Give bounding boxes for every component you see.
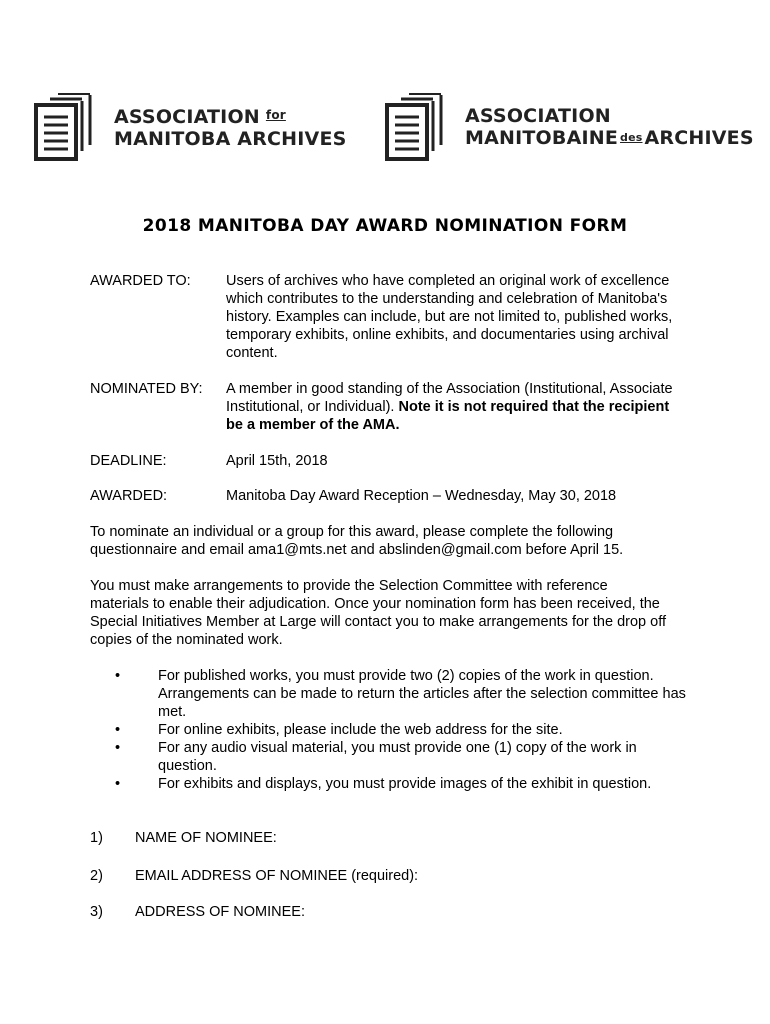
awarded-to-value: Users of archives who have completed an original work of excellence which contributes to the understanding and celebration of Manitoba's history. Examples can include, but are not limited to, published works, temporary exhibits, online exhibits, and documentaries using archival content. [226, 273, 673, 361]
awarded-to-row [90, 272, 680, 362]
nominated-by-note: Note it is not required that the recipient be a member of the AMA. [226, 399, 670, 433]
logo-line-1: ASSOCIATION [465, 105, 611, 127]
question-email-of-nominee [90, 867, 418, 885]
deadline-label: DEADLINE: [90, 453, 167, 469]
nominated-by-text: A member in good standing of the Association (Institutional, Associate Institutional, or Individual). [226, 381, 673, 415]
list-item [90, 721, 690, 739]
logo-association-manitoba-archives [34, 92, 347, 162]
question-text: EMAIL ADDRESS OF NOMINEE (required): [135, 868, 419, 884]
question-number: 2) [90, 868, 103, 884]
page-title: 2018 MANITOBA DAY AWARD NOMINATION FORM [142, 216, 628, 236]
list-item-text: For any audio visual material, you must provide one (1) copy of the work in question. [158, 740, 637, 774]
question-address-of-nominee [90, 903, 305, 921]
logo-line-2: MANITOBA ARCHIVES [114, 128, 347, 150]
awarded-row [90, 487, 680, 505]
deadline-row [90, 452, 680, 470]
list-item-text: For exhibits and displays, you must provide images of the exhibit in question. [158, 776, 652, 792]
list-item [90, 739, 690, 775]
question-name-of-nominee [90, 829, 277, 847]
logo-wordmark [465, 105, 754, 149]
logo-association-manitobaine-archives [385, 92, 754, 162]
list-item-text: For online exhibits, please include the web address for the site. [158, 722, 563, 738]
logo-for: for [265, 108, 286, 122]
list-item [90, 775, 690, 793]
question-number: 3) [90, 904, 103, 920]
question-text: NAME OF NOMINEE: [135, 830, 277, 846]
list-item [90, 667, 690, 721]
instructions-paragraph: To nominate an individual or a group for this award, please complete the following questionnaire and email ama1@mts.net and abslinden@gmail.com before April 15. [90, 524, 624, 558]
arrangements-paragraph: You must make arrangements to provide the Selection Committee with reference materials to enable their adjudication. Once your nomination form has been received, the Special Initiatives Member at Large will contact you to make arrangements for the drop off copies of the nominated work. [90, 578, 666, 648]
nominated-by-label: NOMINATED BY: [90, 381, 203, 397]
logo-wordmark [114, 104, 347, 150]
bullet-icon: • [115, 722, 121, 738]
logo-line-1: ASSOCIATION [114, 106, 260, 128]
logo-des: des [620, 131, 643, 144]
deadline-value: April 15th, 2018 [226, 453, 328, 469]
logo-line-2b: ARCHIVES [644, 127, 754, 149]
bullet-icon: • [115, 668, 121, 684]
awarded-value: Manitoba Day Award Reception – Wednesday, May 30, 2018 [226, 488, 617, 504]
question-text: ADDRESS OF NOMINEE: [135, 904, 305, 920]
nominated-by-row [90, 380, 680, 434]
archive-documents-icon [385, 93, 451, 161]
awarded-to-label: AWARDED TO: [90, 273, 191, 289]
question-number: 1) [90, 830, 103, 846]
requirements-list [90, 667, 690, 793]
awarded-label: AWARDED: [90, 488, 168, 504]
list-item-text: For published works, you must provide two (2) copies of the work in question. Arrangements can be made to return the articles after the selection committee has met. [158, 668, 686, 720]
bullet-icon: • [115, 776, 121, 792]
archive-documents-icon [34, 93, 100, 161]
bullet-icon: • [115, 740, 121, 756]
logo-line-2a: MANITOBAINE [465, 127, 619, 149]
nominated-by-value [226, 380, 680, 434]
